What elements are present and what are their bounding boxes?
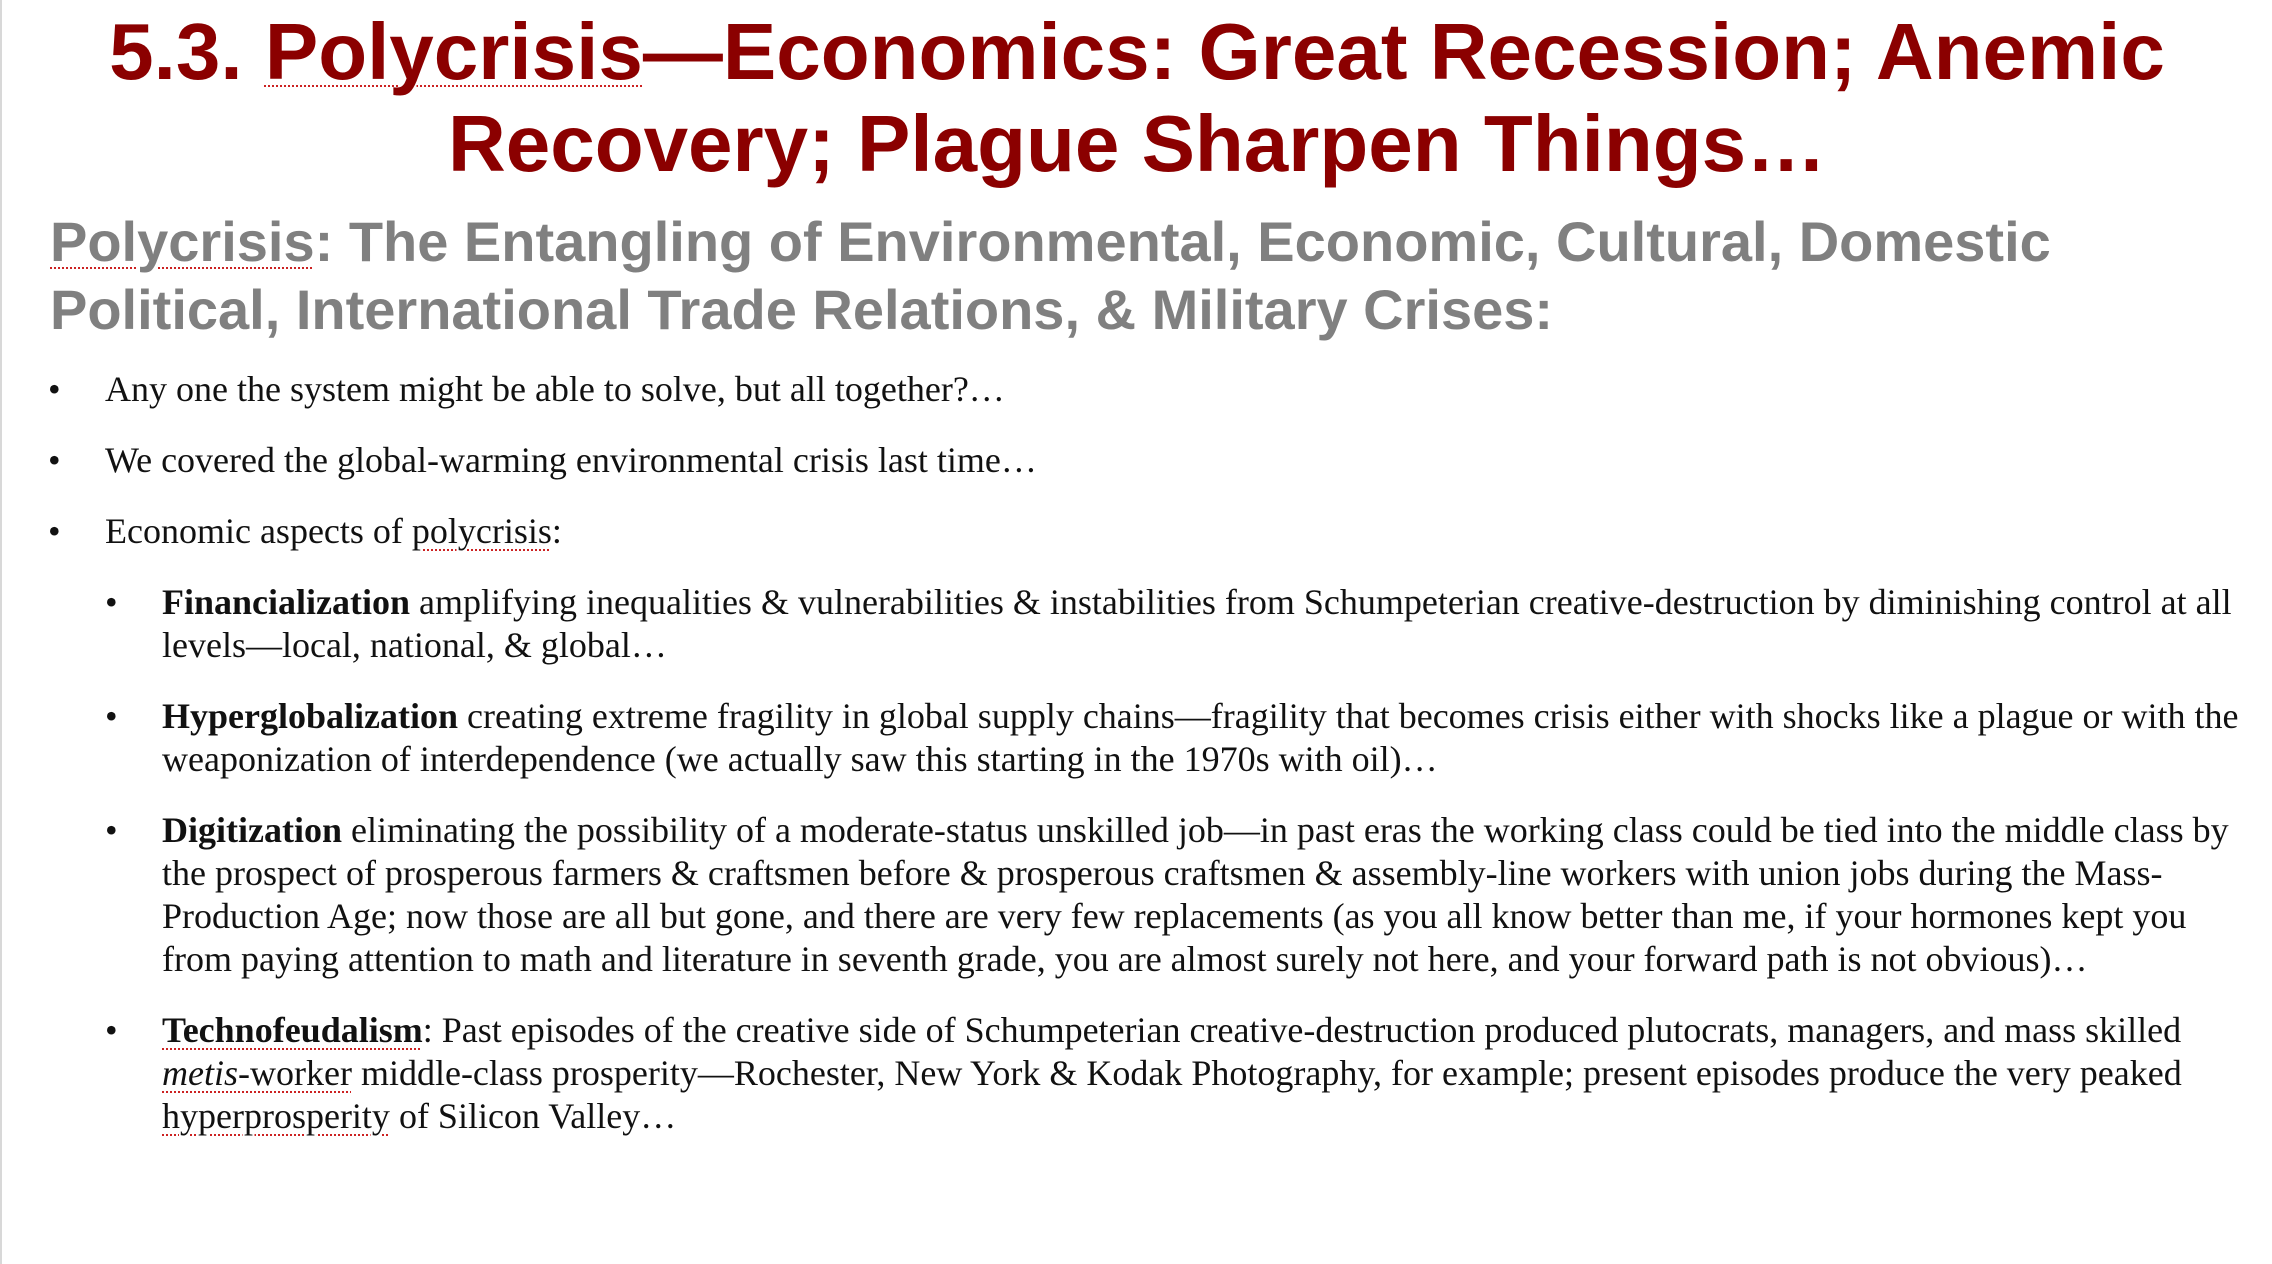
sub-bullet-italic-word: metis bbox=[162, 1053, 238, 1093]
bullet-underlined-word: polycrisis bbox=[411, 511, 552, 551]
sub-bullet-text: amplifying inequalities & vulnerabilities & instabilities from Schumpeterian creative-destruction by diminishing control at all levels—local, national, & global… bbox=[162, 582, 2232, 665]
bullet-dot-icon: • bbox=[105, 1010, 118, 1050]
sub-bullet-item bbox=[2, 695, 2272, 781]
bullet-list bbox=[2, 368, 2272, 1166]
bullet-item bbox=[2, 439, 2272, 482]
sub-bullet-term: Hyperglobalization bbox=[162, 696, 458, 736]
bullet-item bbox=[2, 510, 2272, 553]
bullet-dot-icon: • bbox=[105, 696, 118, 736]
bullet-text: Economic aspects of bbox=[105, 511, 412, 551]
bullet-text: Any one the system might be able to solve, but all together?… bbox=[105, 369, 1005, 409]
sub-bullet-term: Financialization bbox=[162, 582, 411, 622]
sub-bullet-text-3: of Silicon Valley… bbox=[389, 1096, 677, 1136]
sub-bullet-underlined-suffix: -worker bbox=[238, 1053, 352, 1093]
slide-title bbox=[42, 6, 2232, 190]
sub-bullet-text: creating extreme fragility in global supply chains—fragility that becomes crisis either with shocks like a plague or with the weaponization of interdependence (we actually saw this starting in the 1970s with oil)… bbox=[162, 696, 2239, 779]
bullet-dot-icon: • bbox=[48, 440, 61, 480]
sub-bullet-text: eliminating the possibility of a moderate-status unskilled job—in past eras the working class could be tied into the middle class by the prospect of prosperous farmers & craftsmen before & prosperous craftsmen & assembly-line workers with union jobs during the Mass-Production Age; now those are all but gone, and there are very few replacements (as you all know better than me, if your hormones kept you from paying attention to math and literature in seventh grade, you are almost surely not here, and your forward path is not obvious)… bbox=[162, 810, 2229, 979]
sub-bullet-underlined-word: hyperprosperity bbox=[162, 1096, 390, 1136]
bullet-dot-icon: • bbox=[48, 369, 61, 409]
sub-bullet-term: Technofeudalism bbox=[162, 1010, 423, 1050]
sub-bullet-text: : Past episodes of the creative side of Schumpeterian creative-destruction produced plutocrats, managers, and mass skilled bbox=[422, 1010, 2182, 1050]
sub-bullet-item bbox=[2, 581, 2272, 667]
sub-bullet-text-2: middle-class prosperity—Rochester, New York & Kodak Photography, for example; present episodes produce the very peaked bbox=[351, 1053, 2182, 1093]
title-rest: —Economics: Great Recession; Anemic Recovery; Plague Sharpen Things… bbox=[447, 7, 2165, 188]
sub-bullet-item bbox=[2, 1009, 2272, 1138]
bullet-dot-icon: • bbox=[105, 582, 118, 622]
sub-bullet-item bbox=[2, 809, 2272, 981]
sub-bullet-term: Digitization bbox=[162, 810, 342, 850]
title-polycrisis-word: Polycrisis bbox=[264, 7, 643, 96]
bullet-dot-icon: • bbox=[105, 810, 118, 850]
bullet-item bbox=[2, 368, 2272, 411]
slide-subtitle bbox=[50, 208, 2230, 344]
bullet-text-after: : bbox=[551, 511, 562, 551]
title-prefix: 5.3. bbox=[109, 7, 265, 96]
bullet-text: We covered the global-warming environmental crisis last time… bbox=[105, 440, 1037, 480]
bullet-dot-icon: • bbox=[48, 511, 61, 551]
subtitle-polycrisis-word: Polycrisis bbox=[50, 210, 315, 273]
subtitle-rest: : The Entangling of Environmental, Economic, Cultural, Domestic Political, International Trade Relations, & Military Crises: bbox=[50, 210, 2051, 341]
